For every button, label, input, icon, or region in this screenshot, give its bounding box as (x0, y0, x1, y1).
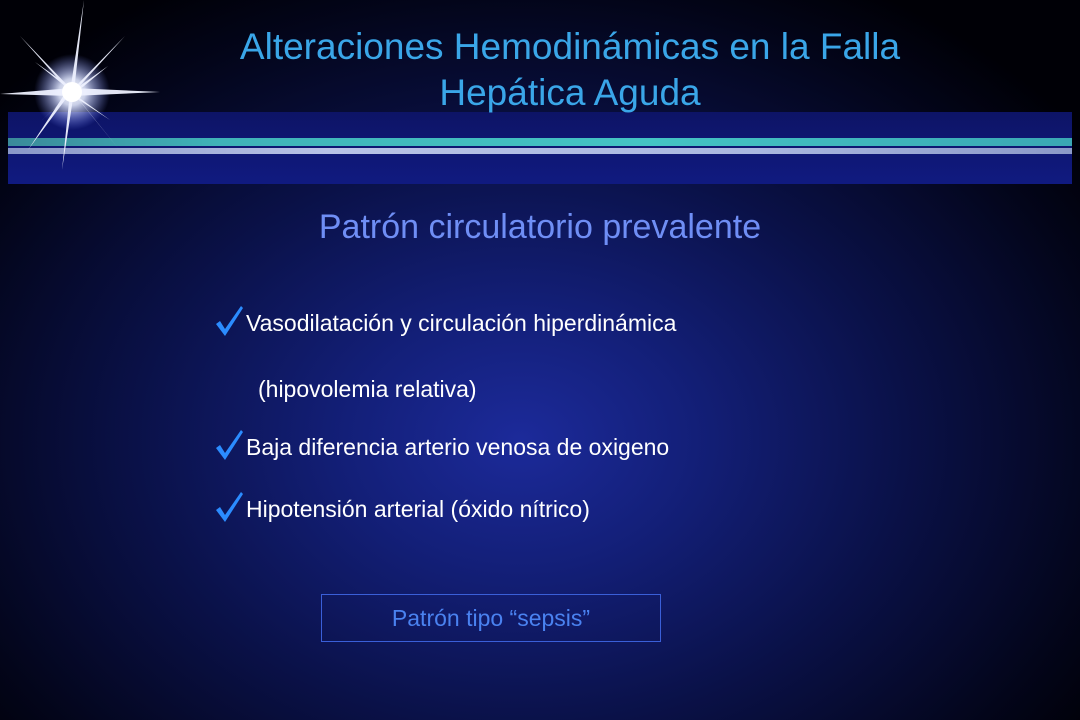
slide-subtitle: Patrón circulatorio prevalente (318, 208, 762, 246)
bullet-item-vasodilatation (214, 304, 676, 338)
bullet-text: Baja diferencia arterio venosa de oxigeno (246, 434, 670, 460)
checkmark-icon (214, 428, 244, 462)
bullet-item-av-difference (214, 428, 669, 462)
slide-title (170, 24, 970, 116)
bullet-item-hypotension (214, 490, 590, 524)
bullet-continuation: (hipovolemia relativa) (258, 376, 477, 402)
bullet-text: Hipotensión arterial (óxido nítrico) (246, 496, 590, 522)
sepsis-pattern-callout: Patrón tipo “sepsis” (321, 594, 661, 642)
slide-title-line1: Alteraciones Hemodinámicas en la Falla (239, 26, 901, 67)
checkmark-icon (214, 304, 244, 338)
bullet-text: Vasodilatación y circulación hiperdinámica (246, 310, 677, 336)
checkmark-icon (214, 490, 244, 524)
slide-title-line2: Hepática Aguda (439, 72, 701, 113)
